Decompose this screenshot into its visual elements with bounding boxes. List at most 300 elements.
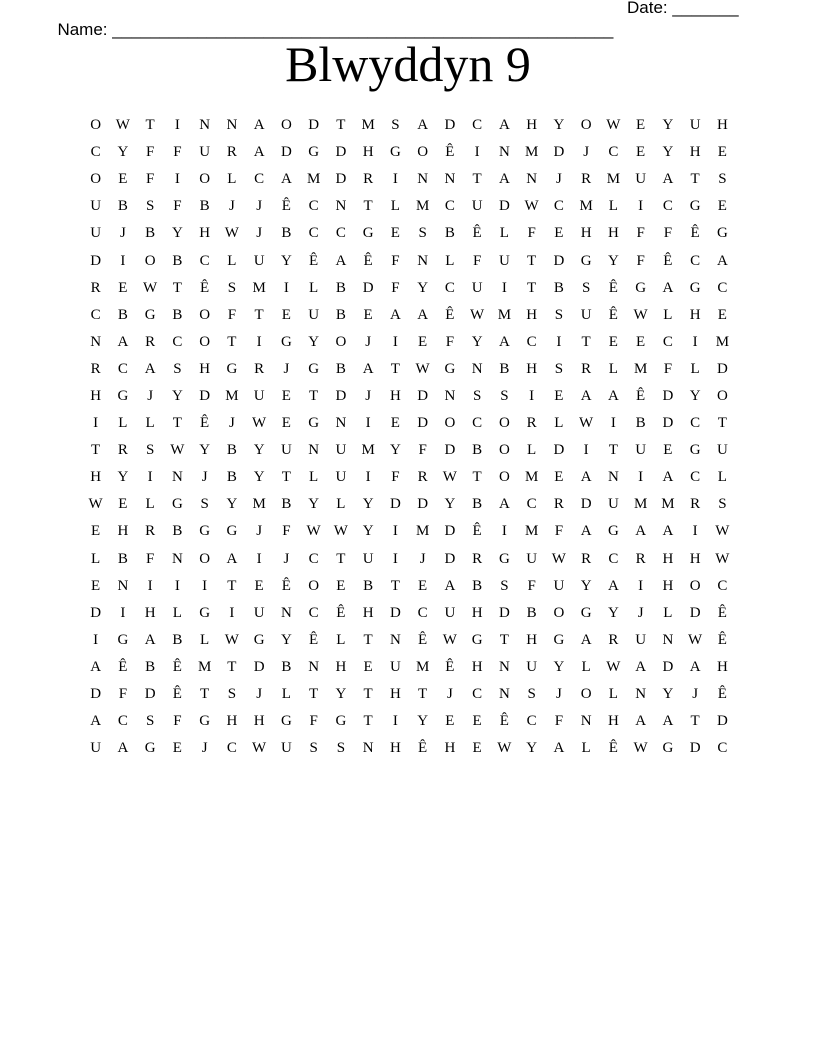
grid-letter: C	[308, 604, 319, 621]
grid-letter: J	[419, 550, 426, 567]
grid-letter: T	[472, 469, 482, 486]
grid-letter: F	[554, 713, 564, 730]
grid-letter: I	[283, 279, 289, 296]
grid-letter: C	[254, 171, 265, 188]
grid-letter: J	[256, 523, 263, 540]
grid-letter: C	[308, 550, 319, 567]
grid-letter: T	[145, 117, 155, 134]
grid-letter: F	[118, 686, 128, 703]
grid-letter: S	[227, 279, 237, 296]
grid-letter: A	[607, 577, 619, 594]
grid-letter: B	[199, 198, 210, 215]
grid-letter: S	[718, 496, 727, 513]
grid-letter: D	[662, 387, 674, 404]
grid-letter: N	[662, 631, 674, 648]
grid-letter: L	[608, 198, 618, 215]
grid-letter: Y	[389, 442, 401, 459]
grid-letter: G	[117, 631, 129, 648]
grid-letter: Y	[689, 387, 701, 404]
grid-row	[82, 112, 736, 139]
date-field	[627, 0, 739, 19]
grid-letter: J	[119, 225, 126, 242]
grid-letter: Ê	[472, 523, 482, 540]
grid-letter: O	[199, 550, 211, 567]
grid-letter: R	[226, 144, 237, 161]
grid-letter: U	[335, 442, 347, 459]
grid-letter: D	[199, 387, 211, 404]
grid-letter: S	[309, 740, 318, 757]
grid-letter: S	[718, 171, 727, 188]
grid-letter: N	[417, 252, 429, 269]
grid-letter: D	[335, 144, 347, 161]
grid-letter: I	[692, 333, 698, 350]
grid-letter: H	[444, 740, 456, 757]
grid-letter: N	[171, 550, 183, 567]
grid-letter: E	[390, 225, 400, 242]
grid-letter: H	[389, 686, 401, 703]
grid-letter: L	[336, 496, 346, 513]
grid-letter: N	[335, 198, 347, 215]
grid-letter: L	[581, 658, 591, 675]
grid-letter: G	[689, 279, 701, 296]
grid-letter: Ê	[418, 740, 428, 757]
grid-letter: E	[336, 577, 346, 594]
grid-letter: O	[308, 577, 320, 594]
grid-letter: J	[201, 469, 208, 486]
grid-letter: G	[635, 279, 647, 296]
grid-letter: Y	[226, 496, 238, 513]
grid-letter: M	[715, 333, 730, 350]
name-line: _____________________________________________________	[112, 20, 614, 39]
grid-letter: Y	[199, 442, 211, 459]
grid-row	[82, 275, 736, 302]
grid-letter: N	[607, 469, 619, 486]
grid-letter: I	[174, 171, 180, 188]
grid-letter: U	[335, 469, 347, 486]
grid-letter: O	[90, 117, 102, 134]
grid-letter: J	[228, 198, 235, 215]
grid-letter: A	[662, 713, 674, 730]
grid-letter: M	[524, 144, 539, 161]
grid-letter: Y	[308, 333, 320, 350]
grid-letter: O	[417, 144, 429, 161]
grid-letter: S	[554, 360, 564, 377]
grid-letter: E	[418, 333, 428, 350]
grid-letter: D	[716, 713, 728, 730]
grid-letter: D	[662, 658, 674, 675]
grid-letter: G	[308, 144, 320, 161]
grid-letter: Y	[662, 686, 674, 703]
grid-letter: H	[526, 360, 538, 377]
grid-letter: R	[608, 631, 619, 648]
grid-row	[82, 464, 736, 491]
grid-letter: E	[472, 713, 482, 730]
grid-letter: U	[280, 740, 292, 757]
grid-letter: E	[717, 306, 727, 323]
grid-letter: E	[445, 713, 455, 730]
grid-letter: G	[498, 550, 510, 567]
grid-letter: I	[174, 117, 180, 134]
grid-letter: A	[662, 469, 674, 486]
grid-letter: D	[335, 171, 347, 188]
grid-letter: U	[689, 117, 701, 134]
grid-letter: I	[529, 387, 535, 404]
grid-letter: Ê	[281, 577, 291, 594]
grid-letter: N	[498, 658, 510, 675]
grid-letter: N	[498, 686, 510, 703]
grid-letter: Ê	[445, 144, 455, 161]
grid-letter: L	[527, 442, 537, 459]
grid-letter: M	[524, 523, 539, 540]
grid-letter: Ê	[363, 252, 373, 269]
grid-letter: Y	[308, 496, 320, 513]
grid-row	[82, 546, 736, 573]
grid-letter: I	[556, 333, 562, 350]
grid-letter: M	[661, 496, 675, 513]
grid-letter: C	[417, 604, 428, 621]
grid-letter: U	[635, 631, 647, 648]
grid-letter: W	[551, 550, 566, 567]
grid-letter: H	[662, 577, 674, 594]
grid-letter: D	[498, 198, 510, 215]
grid-letter: O	[280, 117, 292, 134]
grid-letter: T	[309, 686, 319, 703]
grid-letter: F	[173, 144, 182, 161]
grid-letter: R	[90, 279, 101, 296]
grid-letter: W	[306, 523, 321, 540]
grid-letter: L	[309, 469, 319, 486]
grid-letter: T	[690, 171, 700, 188]
grid-letter: L	[445, 252, 455, 269]
grid-letter: E	[118, 171, 128, 188]
grid-letter: I	[120, 252, 126, 269]
grid-letter: T	[363, 686, 373, 703]
grid-letter: B	[117, 198, 128, 215]
grid-letter: A	[635, 658, 647, 675]
grid-letter: A	[280, 171, 292, 188]
grid-letter: I	[474, 144, 480, 161]
grid-letter: W	[115, 117, 130, 134]
grid-letter: W	[606, 658, 621, 675]
grid-letter: F	[173, 198, 182, 215]
grid-letter: Ê	[445, 658, 455, 675]
grid-letter: E	[717, 144, 727, 161]
grid-letter: H	[226, 713, 238, 730]
grid-letter: N	[498, 144, 510, 161]
grid-letter: W	[715, 523, 730, 540]
grid-letter: N	[199, 117, 211, 134]
grid-letter: W	[497, 740, 512, 757]
grid-row	[82, 220, 736, 247]
grid-letter: U	[90, 740, 102, 757]
grid-letter: D	[389, 496, 401, 513]
grid-letter: N	[635, 686, 647, 703]
grid-letter: F	[391, 279, 400, 296]
grid-row	[82, 247, 736, 274]
grid-letter: M	[225, 387, 239, 404]
grid-letter: F	[173, 713, 182, 730]
grid-letter: O	[199, 306, 211, 323]
grid-letter: L	[663, 306, 673, 323]
grid-letter: C	[444, 279, 455, 296]
grid-letter: O	[580, 686, 592, 703]
grid-letter: E	[554, 469, 564, 486]
grid-letter: U	[362, 550, 374, 567]
grid-letter: Y	[280, 252, 292, 269]
grid-letter: A	[662, 171, 674, 188]
grid-letter: M	[361, 117, 375, 134]
grid-letter: I	[638, 577, 644, 594]
grid-letter: A	[580, 469, 592, 486]
grid-letter: O	[199, 171, 211, 188]
grid-letter: Ê	[636, 387, 646, 404]
grid-letter: Ê	[336, 604, 346, 621]
grid-letter: I	[147, 469, 153, 486]
grid-letter: G	[171, 496, 183, 513]
grid-letter: J	[256, 686, 263, 703]
grid-letter: T	[227, 333, 237, 350]
grid-letter: Y	[280, 631, 292, 648]
grid-row	[82, 491, 736, 518]
grid-row	[82, 193, 736, 220]
grid-letter: H	[662, 550, 674, 567]
grid-letter: E	[363, 658, 373, 675]
grid-letter: U	[90, 225, 102, 242]
grid-letter: T	[390, 360, 400, 377]
grid-letter: R	[145, 333, 156, 350]
grid-letter: R	[553, 496, 564, 513]
grid-letter: E	[118, 279, 128, 296]
grid-letter: U	[199, 144, 211, 161]
grid-letter: W	[252, 415, 267, 432]
grid-letter: G	[444, 360, 456, 377]
grid-letter: L	[118, 415, 128, 432]
grid-letter: G	[580, 604, 592, 621]
grid-letter: F	[636, 252, 645, 269]
grid-letter: C	[90, 144, 101, 161]
grid-letter: C	[717, 279, 728, 296]
grid-letter: C	[472, 117, 483, 134]
grid-letter: Y	[117, 144, 129, 161]
grid-letter: H	[389, 740, 401, 757]
grid-letter: I	[392, 333, 398, 350]
grid-letter: H	[335, 658, 347, 675]
grid-letter: N	[444, 171, 456, 188]
grid-letter: N	[417, 171, 429, 188]
grid-letter: S	[145, 442, 155, 459]
grid-letter: H	[526, 631, 538, 648]
grid-letter: E	[554, 225, 564, 242]
grid-letter: A	[553, 740, 565, 757]
grid-letter: H	[471, 604, 483, 621]
grid-letter: G	[689, 442, 701, 459]
grid-letter: Y	[253, 469, 265, 486]
grid-letter: A	[144, 631, 156, 648]
grid-letter: C	[526, 713, 537, 730]
grid-letter: E	[281, 415, 291, 432]
grid-letter: C	[117, 360, 128, 377]
grid-letter: F	[145, 171, 155, 188]
grid-letter: B	[363, 577, 374, 594]
grid-letter: B	[472, 577, 483, 594]
grid-letter: A	[498, 496, 510, 513]
grid-letter: I	[147, 577, 153, 594]
grid-letter: B	[472, 442, 483, 459]
grid-letter: H	[607, 225, 619, 242]
grid-letter: H	[199, 360, 211, 377]
grid-letter: H	[471, 658, 483, 675]
grid-letter: M	[524, 469, 539, 486]
grid-letter: W	[143, 279, 158, 296]
grid-letter: S	[200, 496, 209, 513]
grid-letter: I	[501, 523, 507, 540]
grid-letter: J	[256, 198, 263, 215]
grid-letter: A	[498, 333, 510, 350]
grid-letter: A	[144, 360, 156, 377]
grid-letter: U	[253, 252, 265, 269]
grid-letter: F	[145, 550, 155, 567]
grid-letter: J	[228, 415, 235, 432]
grid-letter: D	[335, 387, 347, 404]
grid-letter: C	[526, 496, 537, 513]
grid-letter: W	[88, 496, 103, 513]
grid-letter: R	[526, 415, 537, 432]
grid-letter: G	[280, 333, 292, 350]
grid-letter: T	[418, 686, 428, 703]
grid-letter: T	[363, 631, 373, 648]
grid-letter: O	[553, 604, 565, 621]
grid-row	[82, 383, 736, 410]
grid-letter: A	[253, 117, 265, 134]
grid-letter: B	[335, 279, 346, 296]
grid-letter: U	[526, 550, 538, 567]
grid-letter: A	[253, 144, 265, 161]
grid-letter: C	[226, 740, 237, 757]
grid-letter: C	[472, 686, 483, 703]
grid-letter: I	[501, 279, 507, 296]
grid-letter: E	[636, 117, 646, 134]
grid-letter: Y	[362, 496, 374, 513]
grid-letter: M	[415, 198, 430, 215]
grid-row	[82, 166, 736, 193]
grid-letter: G	[117, 387, 129, 404]
grid-letter: R	[117, 442, 128, 459]
grid-letter: S	[391, 117, 400, 134]
grid-letter: S	[418, 225, 427, 242]
grid-letter: N	[90, 333, 102, 350]
grid-letter: G	[253, 631, 265, 648]
grid-letter: G	[199, 604, 211, 621]
grid-letter: U	[526, 658, 538, 675]
grid-letter: L	[200, 631, 210, 648]
grid-letter: G	[199, 713, 211, 730]
grid-letter: L	[608, 686, 618, 703]
grid-letter: U	[253, 604, 265, 621]
grid-letter: E	[172, 740, 182, 757]
grid-letter: Ê	[608, 306, 618, 323]
grid-letter: D	[444, 117, 456, 134]
grid-letter: C	[335, 225, 346, 242]
grid-letter: F	[282, 523, 291, 540]
grid-letter: T	[717, 415, 727, 432]
grid-letter: T	[172, 415, 182, 432]
grid-letter: W	[688, 631, 703, 648]
grid-letter: S	[227, 686, 237, 703]
grid-letter: C	[608, 144, 619, 161]
grid-letter: C	[172, 333, 183, 350]
grid-letter: N	[335, 415, 347, 432]
grid-letter: I	[610, 415, 616, 432]
grid-letter: S	[500, 577, 509, 594]
grid-letter: M	[497, 306, 512, 323]
grid-letter: F	[418, 442, 427, 459]
grid-letter: R	[635, 550, 646, 567]
grid-letter: J	[365, 333, 372, 350]
header	[48, 0, 748, 39]
grid-letter: I	[638, 198, 644, 215]
grid-letter: N	[580, 713, 592, 730]
grid-letter: H	[526, 306, 538, 323]
name-label: Name:	[57, 20, 108, 39]
grid-letter: Ê	[717, 631, 727, 648]
grid-letter: Ê	[309, 631, 319, 648]
grid-letter: A	[117, 740, 129, 757]
grid-letter: G	[607, 523, 619, 540]
grid-letter: C	[308, 198, 319, 215]
grid-letter: S	[500, 387, 509, 404]
grid-letter: W	[470, 306, 485, 323]
grid-letter: G	[144, 306, 156, 323]
grid-letter: S	[581, 279, 591, 296]
grid-letter: Ê	[309, 252, 319, 269]
grid-letter: F	[472, 252, 482, 269]
grid-letter: B	[335, 306, 346, 323]
grid-letter: U	[444, 604, 456, 621]
grid-letter: O	[498, 415, 510, 432]
grid-letter: C	[690, 415, 701, 432]
grid-row	[82, 735, 736, 762]
grid-letter: S	[145, 198, 155, 215]
grid-letter: E	[418, 577, 428, 594]
grid-letter: L	[336, 631, 346, 648]
grid-letter: H	[526, 117, 538, 134]
grid-letter: I	[392, 523, 398, 540]
grid-letter: E	[663, 442, 673, 459]
grid-letter: M	[252, 496, 266, 513]
grid-letter: R	[581, 171, 592, 188]
grid-letter: F	[527, 225, 536, 242]
grid-letter: W	[170, 442, 185, 459]
grid-letter: W	[633, 306, 648, 323]
grid-letter: Y	[253, 442, 265, 459]
grid-letter: D	[689, 740, 701, 757]
grid-letter: D	[417, 496, 429, 513]
grid-letter: I	[392, 171, 398, 188]
grid-letter: J	[637, 604, 644, 621]
grid-letter: I	[365, 469, 371, 486]
grid-letter: M	[579, 198, 593, 215]
grid-letter: Ê	[663, 252, 673, 269]
grid-letter: I	[392, 713, 398, 730]
grid-letter: W	[633, 740, 648, 757]
grid-letter: L	[581, 740, 591, 757]
grid-letter: W	[333, 523, 348, 540]
grid-letter: C	[608, 550, 619, 567]
grid-letter: M	[361, 442, 375, 459]
grid-letter: H	[389, 387, 401, 404]
grid-row	[82, 437, 736, 464]
grid-row	[82, 302, 736, 329]
